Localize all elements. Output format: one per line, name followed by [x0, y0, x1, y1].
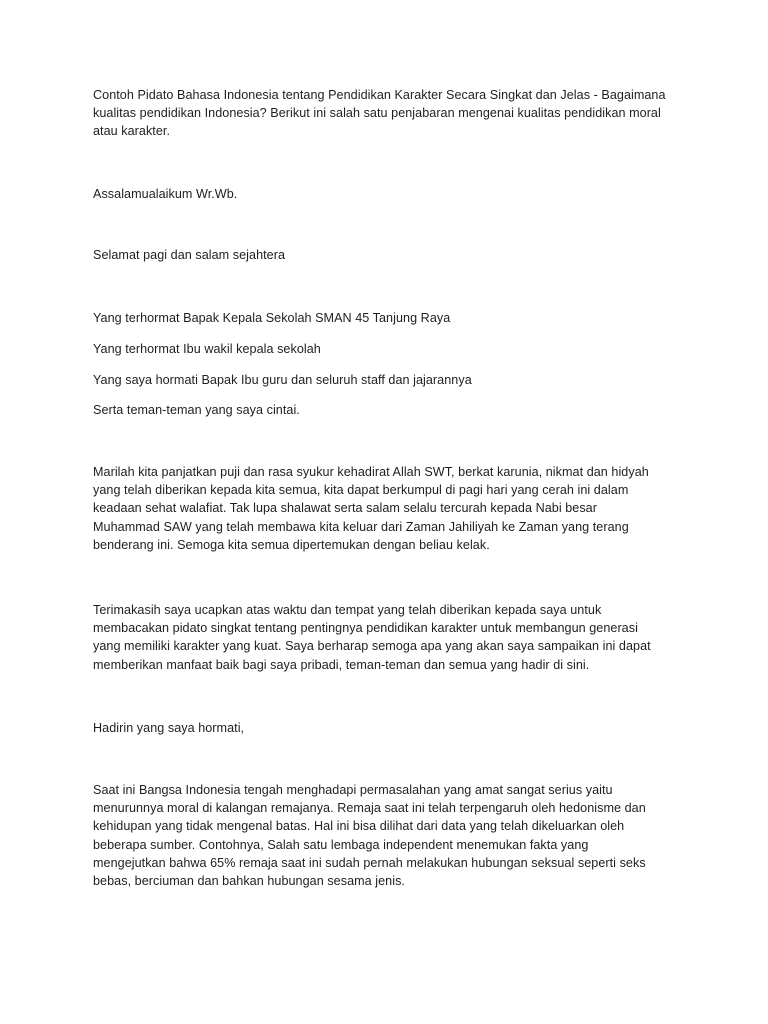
paragraph-syukur: Marilah kita panjatkan puji dan rasa syukur kehadirat Allah SWT, berkat karunia, nikmat dan hidyah yang telah diberikan kepada kita semua, kita dapat berkumpul di pagi hari yang cerah ini dalam keadaan sehat walafiat. Tak lupa shalawat serta salam selalu tercurah kepada Nabi besar Muhammad SAW yang telah membawa kita keluar dari Zaman Jahiliyah ke Zaman yang terang benderang ini. Semoga kita semua dipertemukan dengan beliau kelak.: [93, 465, 649, 552]
salutation-wakil-kepala: Yang terhormat Ibu wakil kepala sekolah: [93, 342, 321, 356]
salutation-kepala-sekolah: Yang terhormat Bapak Kepala Sekolah SMAN 45 Tanjung Raya: [93, 311, 451, 325]
paragraph-terimakasih: Terimakasih saya ucapkan atas waktu dan tempat yang telah diberikan kepada saya untuk membacakan pidato singkat tentang pentingnya pendidikan karakter untuk membangun generasi yang memiliki karakter yang kuat. Saya berharap semoga apa yang akan saya sampaikan ini dapat memberikan manfaat baik bagi saya pribadi, teman-teman dan semua yang hadir di sini.: [93, 603, 651, 672]
hadirin-heading: Hadirin yang saya hormati,: [93, 721, 245, 735]
intro-paragraph: Contoh Pidato Bahasa Indonesia tentang Pendidikan Karakter Secara Singkat dan Jelas - Bagaimana kualitas pendidikan Indonesia? Berikut ini salah satu penjabaran mengenai kualitas pendidikan moral atau karakter.: [93, 88, 666, 139]
salutation-guru-staff: Yang saya hormati Bapak Ibu guru dan seluruh staff dan jajarannya: [93, 373, 472, 387]
greeting-salam: Assalamualaikum Wr.Wb.: [93, 187, 238, 201]
salutation-teman: Serta teman-teman yang saya cintai.: [93, 403, 300, 417]
paragraph-permasalahan: Saat ini Bangsa Indonesia tengah menghadapi permasalahan yang amat sangat serius yaitu menurunnya moral di kalangan remajanya. Remaja saat ini telah terpengaruh oleh hedonisme dan kehidupan yang tidak mengenal batas. Hal ini bisa dilihat dari data yang telah dikeluarkan oleh beberapa sumber. Contohnya, Salah satu lembaga independent menemukan fakta yang mengejutkan bahwa 65% remaja saat ini sudah pernah melakukan hubungan seksual seperti seks bebas, berciuman dan bahkan hubungan sesama jenis.: [93, 783, 646, 889]
greeting-pagi: Selamat pagi dan salam sejahtera: [93, 248, 286, 262]
